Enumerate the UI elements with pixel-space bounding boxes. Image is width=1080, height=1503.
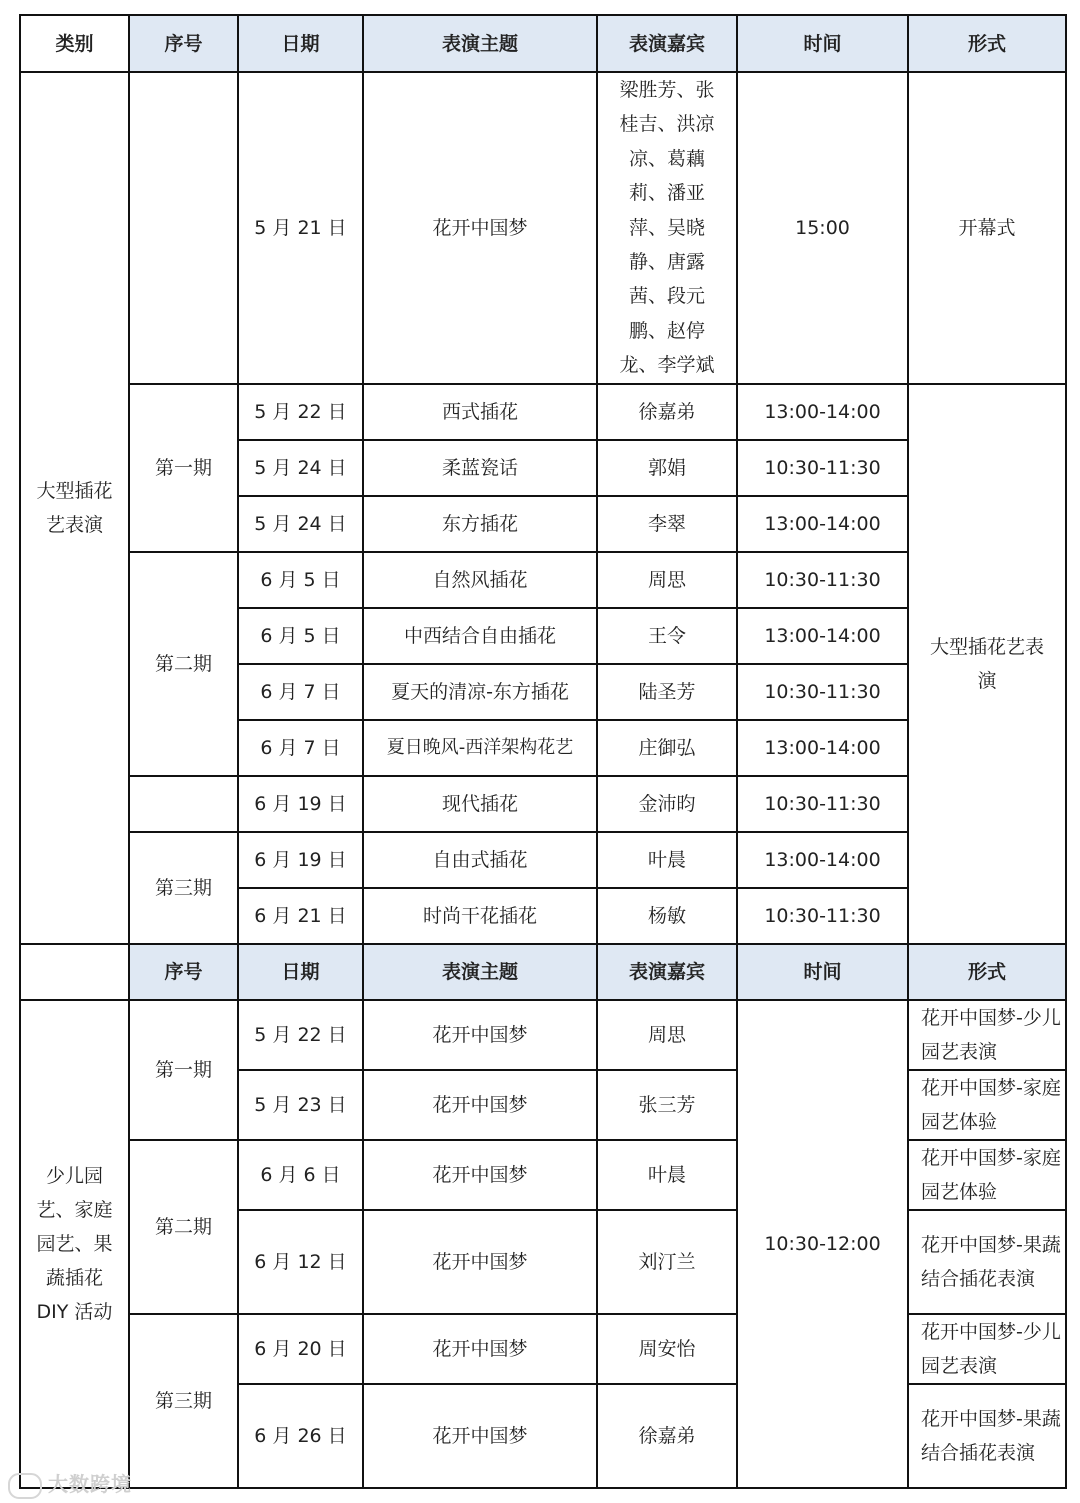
table-row [20,1000,1066,1070]
period-cell: 第二期 [129,552,238,776]
date-cell: 5 月 21 日 [238,72,363,384]
guest-cell: 陆圣芳 [597,664,737,720]
theme-cell: 花开中国梦 [363,1140,597,1210]
format-cell: 花开中国梦-少儿园艺表演 [908,1000,1066,1070]
col-header-theme: 表演主题 [363,944,597,1000]
guest-cell: 金沛昀 [597,776,737,832]
guest-cell: 刘汀兰 [597,1210,737,1314]
col-header-date: 日期 [238,944,363,1000]
time-cell: 15:00 [737,72,908,384]
weibo-logo-icon [8,1473,42,1499]
theme-cell: 花开中国梦 [363,1210,597,1314]
guest-cell: 周安怡 [597,1314,737,1384]
time-cell: 13:00-14:00 [737,496,908,552]
time-cell: 13:00-14:00 [737,720,908,776]
time-cell: 10:30-11:30 [737,776,908,832]
col-header-category: 类别 [20,15,129,72]
format-cell: 花开中国梦-少儿园艺表演 [908,1314,1066,1384]
schedule-table [19,14,1067,1489]
date-cell: 5 月 24 日 [238,496,363,552]
date-cell: 6 月 12 日 [238,1210,363,1314]
period-cell: 第二期 [129,1140,238,1314]
date-cell: 6 月 5 日 [238,608,363,664]
guest-cell: 徐嘉弟 [597,384,737,440]
time-cell: 10:30-12:00 [737,1000,908,1488]
period-cell-empty [129,776,238,832]
theme-cell: 夏日晚风-西洋架构花艺 [363,720,597,776]
theme-cell: 花开中国梦 [363,1070,597,1140]
guest-cell: 李翠 [597,496,737,552]
format-cell: 花开中国梦-家庭园艺体验 [908,1140,1066,1210]
col-header-theme: 表演主题 [363,15,597,72]
theme-cell: 花开中国梦 [363,1000,597,1070]
guest-cell: 庄御弘 [597,720,737,776]
date-cell: 6 月 20 日 [238,1314,363,1384]
col-header-format: 形式 [908,15,1066,72]
date-cell: 6 月 7 日 [238,720,363,776]
period-cell: 第一期 [129,1000,238,1140]
guest-cell: 郭娟 [597,440,737,496]
theme-cell: 时尚干花插花 [363,888,597,944]
category-cell: 大型插花艺表演 [20,72,129,944]
time-cell: 10:30-11:30 [737,664,908,720]
theme-cell: 柔蓝瓷话 [363,440,597,496]
theme-cell: 中西结合自由插花 [363,608,597,664]
guest-cell: 徐嘉弟 [597,1384,737,1488]
table-row [20,72,1066,384]
category-cell: 少儿园艺、家庭园艺、果蔬插花 DIY 活动 [20,1000,129,1488]
col-header-time: 时间 [737,944,908,1000]
date-cell: 6 月 5 日 [238,552,363,608]
date-cell: 6 月 7 日 [238,664,363,720]
col-header-period: 序号 [129,944,238,1000]
format-cell: 大型插花艺表演 [908,384,1066,944]
guest-cell: 梁胜芳、张桂吉、洪凉凉、葛藕莉、潘亚萍、吴晓静、唐露茜、段元鹏、赵停龙、李学斌 [597,72,737,384]
period-cell: 第三期 [129,1314,238,1488]
date-cell: 6 月 19 日 [238,832,363,888]
period-cell: 第一期 [129,384,238,552]
date-cell: 6 月 21 日 [238,888,363,944]
col-header-guest: 表演嘉宾 [597,944,737,1000]
time-cell: 13:00-14:00 [737,384,908,440]
header-row [20,944,1066,1000]
date-cell: 5 月 22 日 [238,384,363,440]
time-cell: 13:00-14:00 [737,608,908,664]
theme-cell: 花开中国梦 [363,1384,597,1488]
date-cell: 6 月 6 日 [238,1140,363,1210]
time-cell: 10:30-11:30 [737,552,908,608]
col-header-period: 序号 [129,15,238,72]
guest-cell: 叶晨 [597,832,737,888]
guest-cell: 周思 [597,1000,737,1070]
watermark [8,1468,132,1499]
watermark-text: 大数跨境 [48,1472,132,1496]
time-cell: 10:30-11:30 [737,888,908,944]
time-cell: 13:00-14:00 [737,832,908,888]
col-header-format: 形式 [908,944,1066,1000]
col-header-date: 日期 [238,15,363,72]
theme-cell: 现代插花 [363,776,597,832]
time-cell: 10:30-11:30 [737,440,908,496]
date-cell: 6 月 19 日 [238,776,363,832]
table-row [20,384,1066,440]
theme-cell: 花开中国梦 [363,72,597,384]
table-row [20,1140,1066,1210]
date-cell: 5 月 23 日 [238,1070,363,1140]
date-cell: 6 月 26 日 [238,1384,363,1488]
period-cell: 第三期 [129,832,238,944]
format-cell: 花开中国梦-果蔬结合插花表演 [908,1210,1066,1314]
theme-cell: 自由式插花 [363,832,597,888]
theme-cell: 花开中国梦 [363,1314,597,1384]
format-cell: 花开中国梦-家庭园艺体验 [908,1070,1066,1140]
theme-cell: 东方插花 [363,496,597,552]
guest-cell: 王令 [597,608,737,664]
format-cell: 开幕式 [908,72,1066,384]
theme-cell: 自然风插花 [363,552,597,608]
format-cell: 花开中国梦-果蔬结合插花表演 [908,1384,1066,1488]
guest-cell: 周思 [597,552,737,608]
col-header-guest: 表演嘉宾 [597,15,737,72]
header-row [20,15,1066,72]
guest-cell: 叶晨 [597,1140,737,1210]
date-cell: 5 月 24 日 [238,440,363,496]
col-header-time: 时间 [737,15,908,72]
period-cell-empty [129,72,238,384]
theme-cell: 西式插花 [363,384,597,440]
table-row [20,1314,1066,1384]
date-cell: 5 月 22 日 [238,1000,363,1070]
guest-cell: 杨敏 [597,888,737,944]
guest-cell: 张三芳 [597,1070,737,1140]
theme-cell: 夏天的清凉-东方插花 [363,664,597,720]
col-header-category-empty [20,944,129,1000]
